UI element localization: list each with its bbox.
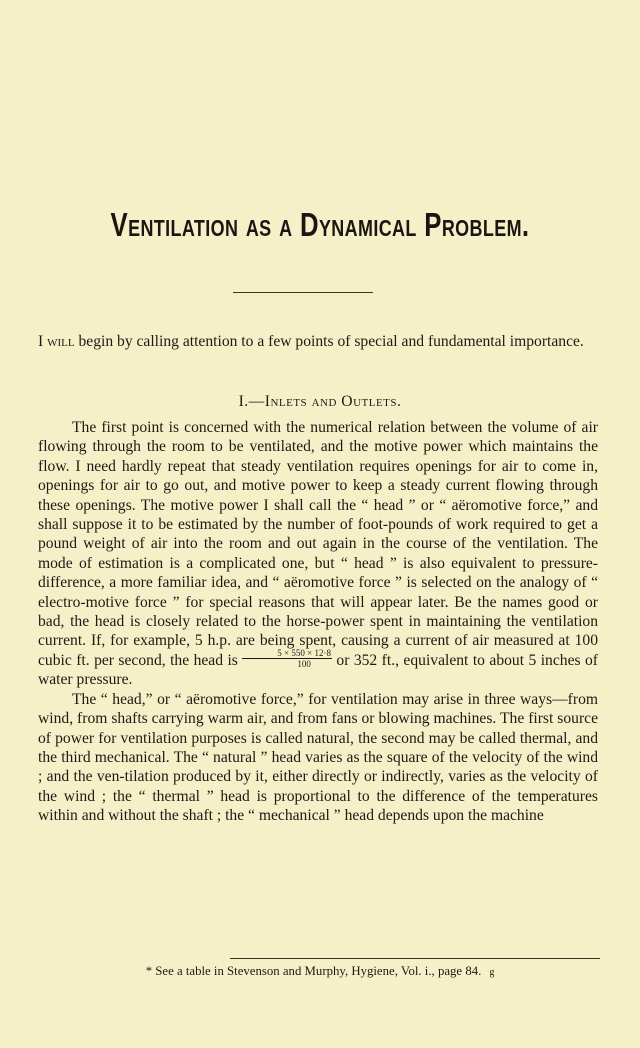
body-text (38, 418, 598, 826)
footnote-divider (230, 958, 600, 959)
fraction-denominator: 100 (297, 658, 311, 669)
footnote (0, 964, 640, 979)
paragraph-1-text: The first point is concerned with the numerical relation between the volume of air flowing through the room to be ventilated, and the motive power which maintains the flow. I need hardly repeat that steady ventilation requires openings for air to come in, openings for air to go out, and motive power to keep a steady current flowing through these openings. The motive power I shall call the “ head ” or “ aëromotive force,” and shall suppose it to be estimated by the number of foot-pounds of work required to get a pound weight of air into the room and out again in the course of the ventilation. The mode of estimation is a complicated one, but “ head ” is also equivalent to pressure-difference, a more familiar idea, and “ aëromotive force ” is selected on the analogy of “ electro-motive force ” for special reasons that will appear later. Be the names good or bad, the head is closely related to the horse-power spent in maintaining the ventilation current. If, for example, 5 h.p. are being spent, causing a current of air measured at 100 cubic ft. per second, the head is (38, 419, 598, 669)
intro-paragraph (38, 332, 598, 351)
paragraph-1-continuation: or 352 ft., equivalent to about 5 inches of water pressure. (38, 651, 598, 689)
intro-lead: I will (38, 333, 75, 350)
footnote-text: * See a table in Stevenson and Murphy, Hygiene, Vol. i., page 84. (145, 964, 482, 978)
head-fraction (242, 648, 332, 669)
title-divider (233, 292, 373, 293)
fraction-numerator: 5 × 550 × 12·8 (242, 648, 332, 659)
section-heading: I.—Inlets and Outlets. (238, 393, 402, 410)
signature-mark: g (489, 967, 495, 978)
paragraph-1 (38, 418, 598, 690)
paragraph-2: The “ head,” or “ aëromotive force,” for ventilation may arise in three ways—from wind, from shafts carrying warm air, and from fans or blowing machines. The first source of power for ventilation purposes is called natural, the second may be called thermal, and the third mechanical. The “ natural ” head varies as the square of the velocity of the wind ; and the ven-tilation produced by it, either directly or indirectly, varies as the velocity of the wind ; the “ thermal ” head is proportional to the difference of the temperatures within and without the shaft ; the “ mechanical ” head depends upon the machine (38, 690, 598, 825)
page-title: Ventilation as a Dynamical Problem. (110, 206, 530, 243)
intro-text: begin by calling attention to a few points of special and fundamental importance. (74, 333, 584, 350)
